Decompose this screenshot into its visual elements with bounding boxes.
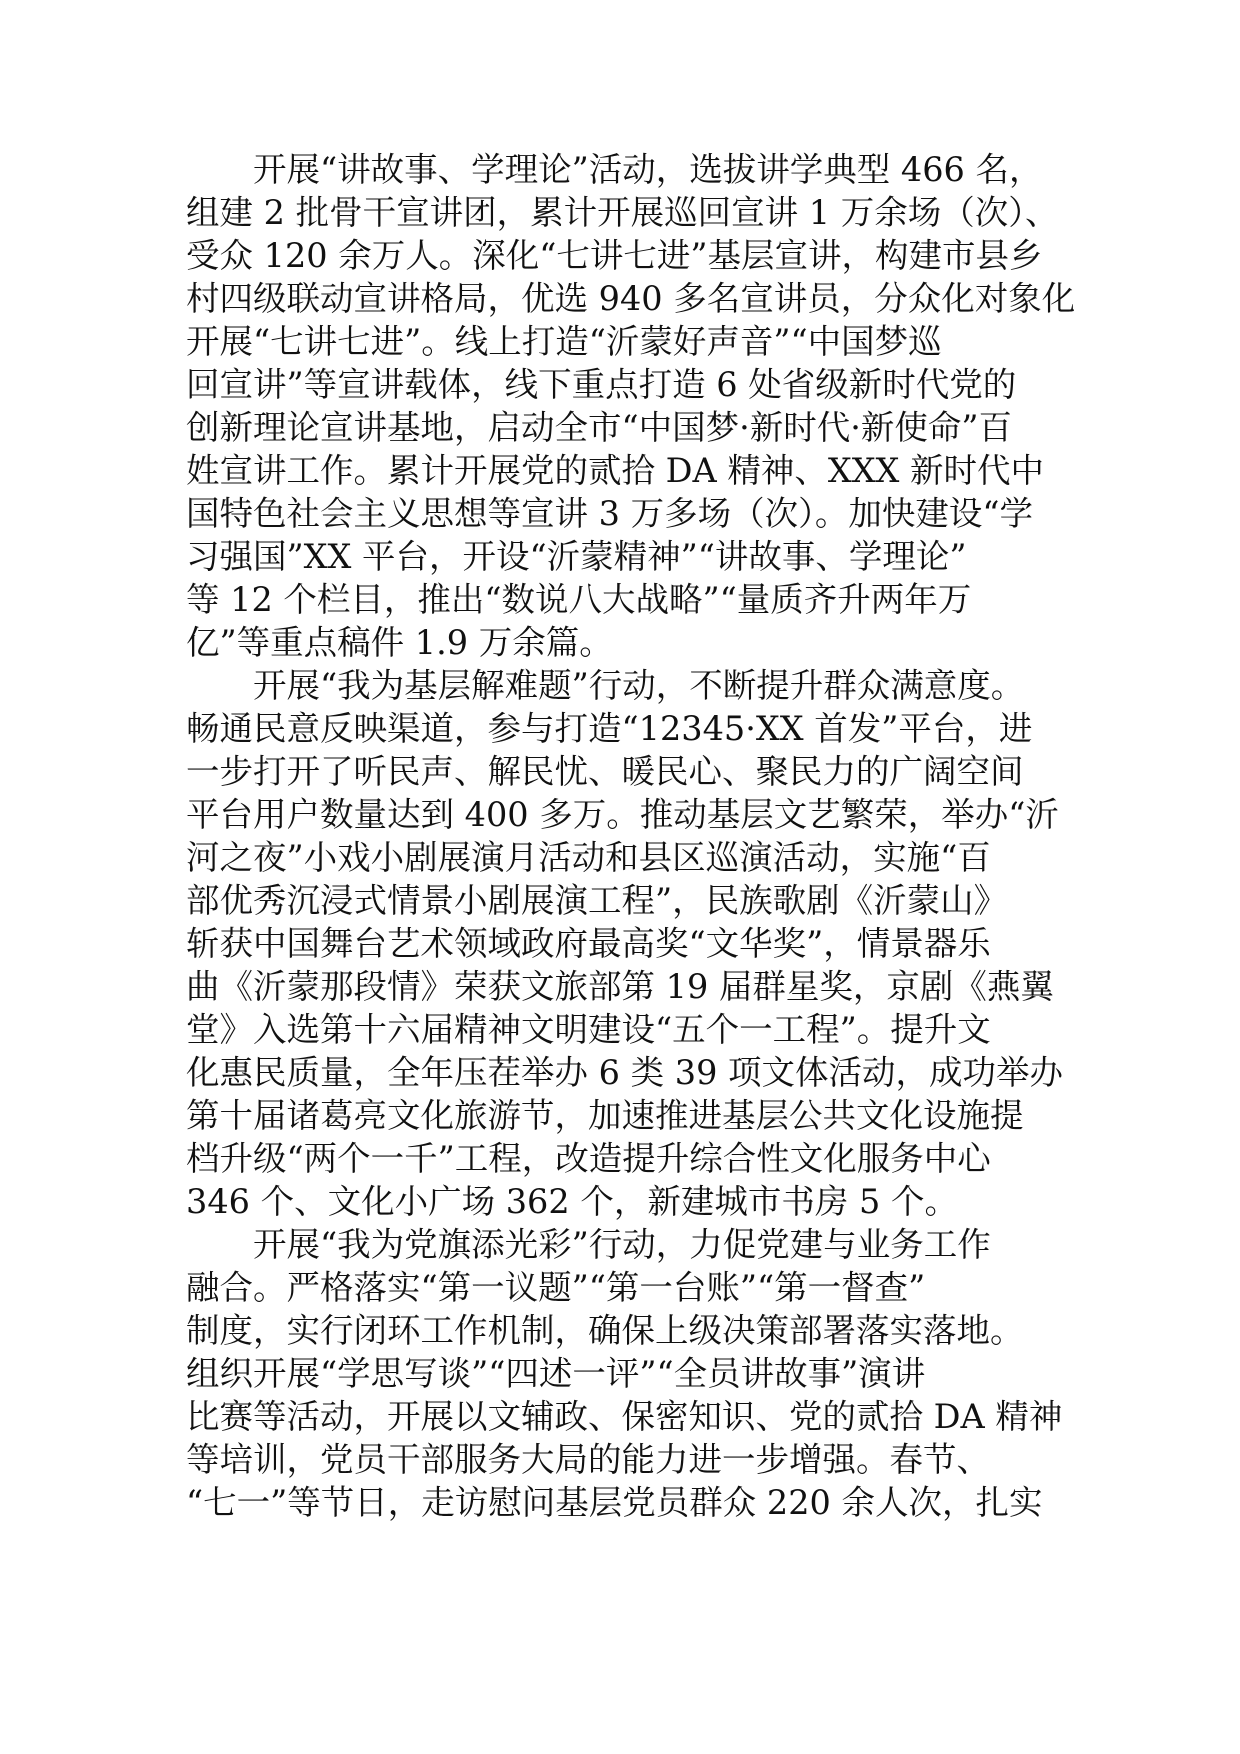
paragraph-3-line-1: 开展“我为党旗添光彩”行动，力促党建与业务工作 (253, 1225, 991, 1264)
paragraph-1-line-1: 开展“讲故事、学理论”活动，选拔讲学典型 466 名， (253, 150, 1043, 189)
body-text (186, 148, 1076, 1524)
paragraph-3-line-2: 融合。严格落实“第一议题”“第一台账”“第一督查” (186, 1268, 926, 1307)
paragraph-1-line-11: 等 12 个栏目，推出“数说八大战略”“量质齐升两年万 (186, 580, 972, 619)
paragraph-1-line-2: 组建 2 批骨干宣讲团，累计开展巡回宣讲 1 万余场（次）、 (186, 193, 1059, 232)
paragraph-2-line-13: 346 个、文化小广场 362 个，新建城市书房 5 个。 (186, 1182, 958, 1221)
paragraph-1-line-7: 创新理论宣讲基地，启动全市“中国梦·新时代·新使命”百 (186, 408, 1013, 447)
paragraph-1-line-6: 回宣讲”等宣讲载体，线下重点打造 6 处省级新时代党的 (186, 365, 1017, 404)
paragraph-3-line-4: 组织开展“学思写谈”“四述一评”“全员讲故事”演讲 (186, 1354, 926, 1393)
paragraph-2-line-5: 河之夜”小戏小剧展演月活动和县区巡演活动，实施“百 (186, 838, 991, 877)
paragraph-2-line-12: 档升级“两个一千”工程，改造提升综合性文化服务中心 (186, 1139, 991, 1178)
paragraph-1-line-3: 受众 120 余万人。深化“七讲七进”基层宣讲，构建市县乡 (186, 236, 1043, 275)
paragraph-1-line-5: 开展“七讲七进”。线上打造“沂蒙好声音”“中国梦巡 (186, 322, 942, 361)
paragraph-2-line-7: 斩获中国舞台艺术领域政府最高奖“文华奖”，情景器乐 (186, 924, 991, 963)
paragraph-2-line-9: 堂》入选第十六届精神文明建设“五个一工程”。提升文 (186, 1010, 991, 1049)
paragraph-2-line-4: 平台用户数量达到 400 多万。推动基层文艺繁荣，举办“沂 (186, 795, 1059, 834)
paragraph-2-line-10: 化惠民质量，全年压茬举办 6 类 39 项文体活动，成功举办 (186, 1053, 1064, 1092)
paragraph-1-line-10: 习强国”XX 平台，开设“沂蒙精神”“讲故事、学理论” (186, 537, 967, 576)
paragraph-2-line-3: 一步打开了听民声、解民忧、暖民心、聚民力的广阔空间 (186, 752, 1024, 791)
paragraph-2-line-1: 开展“我为基层解难题”行动，不断提升群众满意度。 (253, 666, 1025, 705)
paragraph-1-line-4: 村四级联动宣讲格局，优选 940 多名宣讲员，分众化对象化 (186, 279, 1076, 318)
paragraph-1-line-9: 国特色社会主义思想等宣讲 3 万多场（次）。加快建设“学 (186, 494, 1033, 533)
paragraph-3-line-3: 制度，实行闭环工作机制，确保上级决策部署落实落地。 (186, 1311, 1024, 1350)
paragraph-2-line-6: 部优秀沉浸式情景小剧展演工程”，民族歌剧《沂蒙山》 (186, 881, 1008, 920)
paragraph-2-line-11: 第十届诸葛亮文化旅游节，加速推进基层公共文化设施提 (186, 1096, 1024, 1135)
paragraph-2-line-2: 畅通民意反映渠道，参与打造“12345·XX 首发”平台，进 (186, 709, 1033, 748)
paragraph-2-line-8: 曲《沂蒙那段情》荣获文旅部第 19 届群星奖，京剧《燕翼 (186, 967, 1054, 1006)
paragraph-1-line-8: 姓宣讲工作。累计开展党的贰拾 DA 精神、XXX 新时代中 (186, 451, 1045, 490)
paragraph-1-line-12: 亿”等重点稿件 1.9 万余篇。 (186, 623, 613, 662)
paragraph-3-line-6: 等培训，党员干部服务大局的能力进一步增强。春节、 (186, 1440, 990, 1479)
paragraph-3-line-7: “七一”等节日，走访慰问基层党员群众 220 余人次，扎实 (186, 1483, 1043, 1522)
paragraph-3-line-5: 比赛等活动，开展以文辅政、保密知识、党的贰拾 DA 精神 (186, 1397, 1063, 1436)
